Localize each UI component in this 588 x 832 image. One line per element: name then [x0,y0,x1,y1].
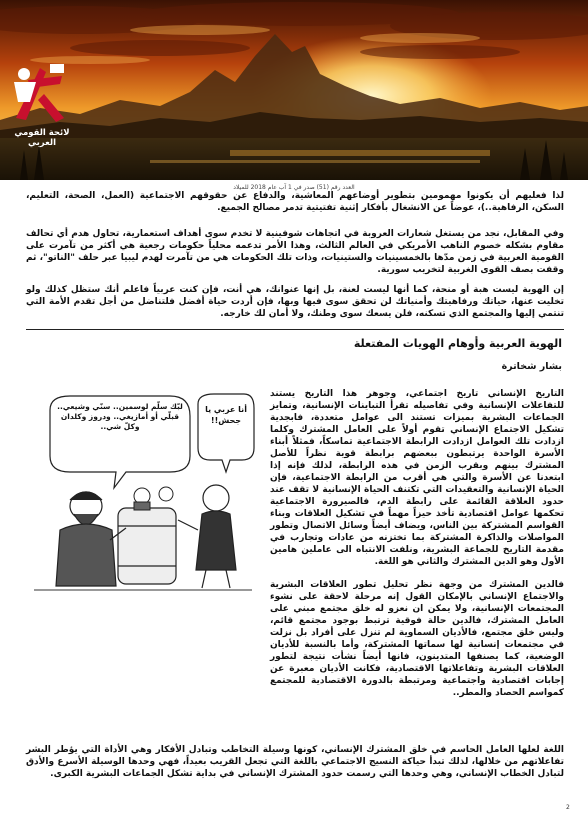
article-paragraph-2: فالدين المشترك من وجهة نظر تحليل تطور العلاقات البشرية والاجتماع الإنساني بالإمكان القول إنه مرحلة لاحقة على نشوء المجتمعات الإنسانية، ولا يمكن ان نعزو له خلق مجتمع مبني على العامل المشترك، فالدين حالة فوقية ترتبط بوجود مجتمع قائم، وليس خلق مجتمع، فالأديان السماوية لم تنزل على أفراد بل نزلت في مجتمعات إنسانية لها سماتها المشتركة، وأما بالنسبة للأديان الوضعية، كما يصنفها المتدينون، فانها أيضاً نشأت نتيجة لتطور العلاقات البشرية وتفاعلاتها الاقتصادية، فكانت الأديان معبرة عن إجابات اقتصادية واجتماعية ومرتبطة بالدورة الاقتصادية للمجتمع كمواسم الحصاد والمطر.. [270,580,564,698]
intro-paragraph-3: إن الهوية ليست هبة أو منحة، كما أنها ليست لعنة، بل إنها عنوانك، هي أنت، فإن كنت عربياً فاعلم أنك ستظل كذلك ولو تخليت عنها، حياتك ورفاهيتك وأمنياتك لن تحقق سوى فيها وبها، فإن أردت حياة أفضل فلتناضل من أجل تقدم الأمة التي تنتمي إليها والمجتمع الذي تسكنه، فلن يسعك سوى وطنك، ولا أمان لك خارجه. [26,285,564,319]
issue-line: العدد رقم (51) صدر في 1 آب عام 2018 للميلاد [233,184,355,191]
header-banner [0,0,588,180]
brand-logo [6,58,70,126]
article-column [270,388,564,710]
cartoon-bubble-right: أنا عربي يا جحش!! [205,405,247,425]
article-author: بشار شخاترة [501,361,562,372]
page-number: 2 [566,804,570,811]
article-paragraph-1: التاريخ الإنساني تاريخ اجتماعي، وجوهر هذا التاريخ يستند للتفاعلات الإنسانية وفي تفاصيله تقرأ التباينات الإنسانية، وتمايز الجماعات البشرية بميزات تستند الى عوامل متعددة، فابجدية تشكيل الاجتماع الإنساني تقوم أولاً على العامل المشترك وكلما ازدادت تلك العوامل ازدادت الرابطة الاجتماعية تماسكاً، فمثلاً أبناء الأسرة الواحدة يرتبطون ببعضهم برابطة قوية نظراً للأصل المشترك بينهم وبقرب الزمن في هذه الرابطة، لذلك فإنه إذا ابتعدنا عن الأسرة والتي هي أقرب من الرابطة الاجتماعية، فإن الحياة الإنسانية والتعقيدات التي تكتنف الحياة الإنسانية لا تقف عند حدود العلاقة القائمة على رابطة الدم، فالصيرورة الاجتماعية تحكمها عوامل اقتصادية تأخذ حيزاً مهماً في تشكيل العلاقات وبناء القواسم المشتركة بين الناس، ويضاف أيضاً وسائل الاتصال وتطور المواصلات والذاكرة المشتركة بما تختزنه من عادات وتجارب في مقدمة التاريخ للجماعة البشرية، ونلفت الانتباه الى عاملين هامين الأول وهو الدين المشترك والثاني هو اللغة. [270,389,564,567]
intro-paragraph-1: لذا فعليهم أن يكونوا مهمومين بتطوير أوضاعهم المعاشية، والدفاع عن حقوقهم الاجتماعية (العمل، الصحة، التعليم، السكن، الرفاهية..)، عوضاً عن الانشغال بأفكار إثنية تفتيتية تدمر مصالح الجميع. [26,191,564,213]
sunset-landscape-image [0,0,588,180]
cartoon-illustration [30,390,256,602]
cartoon-bubble-left: لبّك سلّم لوسمين.. سنّي وشيعي.. قبلّي أو أمازيغي.. ودروز وكلدان وكلّ شي.. [57,402,183,431]
section-divider [26,329,564,330]
intro-paragraph-2: وفي المقابل، نجد من يستغل شعارات العروبة في اتجاهات شوفينية لا تخدم سوى أهداف استعمارية، تحاول هدم أي تحالف مقاوم بشكله خصوم الناهب الأمريكي في العالم الثالث، وهذا الأمر تدعمه محلياً حكومات رجعية هي أكثر من تآمرت على القومية العربية في زمن مدّها بالخمسينيات والستينيات، وذات تلك الحكومات هي من تآمرت لهدم ليبيا عبر حلف "الناتو"، ثم وقفت بصف القوى الغربية لتخريب سورية. [26,229,564,275]
article-paragraph-3: اللغة لعلها العامل الحاسم في خلق المشترك الإنساني، كونها وسيلة التخاطب وتبادل الأفكار وهي الأداة التي يؤطر البشر تفاعلاتهم من خلالها، لذلك تبدأ حياكة النسيج الاجتماعي باللغة التي تجعل القريب بعيداً، فهي وحدها الوسيلة الأسرع والأدق لتبادل الخطاب الإنساني، وهي وحدها التي رسمت حدود المشترك الإنساني في بداية تشكل الجماعات البشرية الكبرى. [26,745,564,779]
brand-name: لائحة القومي العربي [14,128,70,148]
article-title: الهوية العربية وأوهام الهويات المفتعلة [353,337,562,350]
